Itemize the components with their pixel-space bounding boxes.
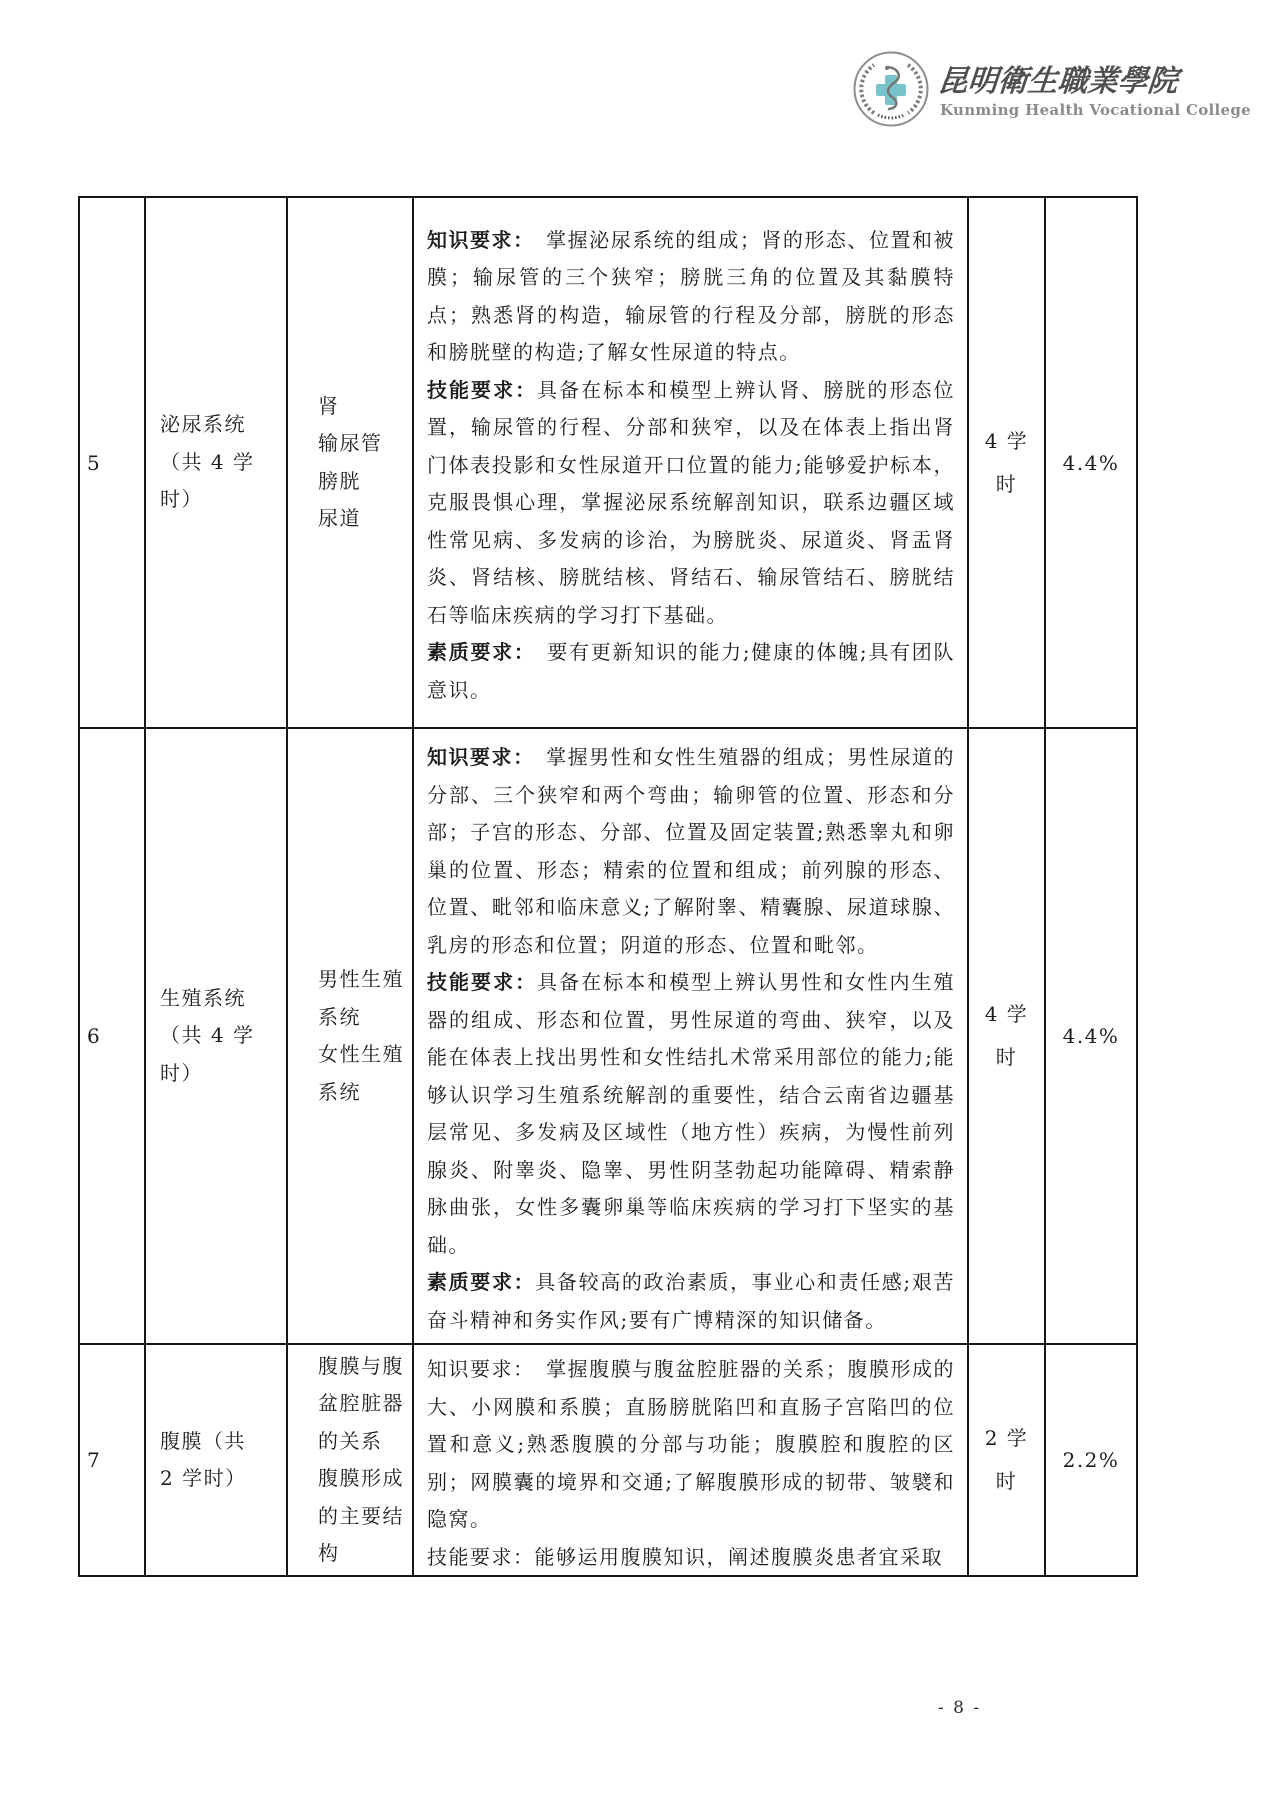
requirement-text: 掌握泌尿系统的组成；肾的形态、位置和被膜；输尿管的三个狭窄；膀胱三角的位置及其黏膜特点；熟悉肾的构造，输尿管的行程及分部，膀胱的形态和膀胱壁的构造;了解女性尿道的特点。 bbox=[427, 227, 956, 365]
hours-cell: 4 学时 bbox=[968, 728, 1045, 1344]
requirement-text: 能够运用腹膜知识，阐述腹膜炎患者宜采取 bbox=[534, 1544, 943, 1569]
knowledge-requirement bbox=[427, 1351, 955, 1539]
skill-requirement bbox=[427, 1539, 955, 1576]
topic-item: 肾 bbox=[318, 393, 340, 418]
knowledge-requirement bbox=[427, 222, 955, 372]
table-row-6 bbox=[79, 728, 1137, 1344]
requirement-label: 技能要求： bbox=[427, 970, 538, 994]
row-number: 6 bbox=[79, 728, 145, 1344]
topics-cell bbox=[287, 728, 413, 1344]
topic-item: 腹膜形成的主要结构 bbox=[318, 1466, 404, 1565]
requirement-label: 知识要求： bbox=[427, 1357, 525, 1381]
requirement-text: 掌握腹膜与腹盆腔脏器的关系；腹膜形成的大、小网膜和系膜；直肠膀胱陷凹和直肠子宫陷凹的位置和意义;熟悉腹膜的分部与功能；腹膜腔和腹腔的区别；网膜囊的境界和交通;了解腹膜形成的韧带、皱襞和隐窝。 bbox=[427, 1357, 955, 1531]
table-row-5 bbox=[79, 197, 1137, 728]
skill-requirement bbox=[427, 964, 955, 1264]
college-name-calligraphy: 昆明衛生職業學院 bbox=[936, 64, 1180, 99]
table-row-7 bbox=[79, 1344, 1137, 1576]
topics-cell bbox=[287, 197, 413, 728]
topic-item: 男性生殖系统 bbox=[318, 967, 404, 1029]
requirement-text: 掌握男性和女性生殖器的组成；男性尿道的分部、三个狭窄和两个弯曲；输卵管的位置、形态和分部；子宫的形态、分部、位置及固定装置;熟悉睾丸和卵巢的位置、形态；精索的位置和组成；前列腺的形态、位置、毗邻和临床意义;了解附睾、精囊腺、尿道球腺、乳房的形态和位置；阴道的形态、位置和毗邻。 bbox=[427, 745, 956, 957]
requirements-cell bbox=[413, 197, 968, 728]
requirement-text: 具备在标本和模型上辨认肾、膀胱的形态位置，输尿管的行程、分部和狭窄，以及在体表上指出肾门体表投影和女性尿道开口位置的能力;能够爱护标本，克服畏惧心理，掌握泌尿系统解剖知识，联系边疆区域性常见病、多发病的诊治，为膀胱炎、尿道炎、肾盂肾炎、肾结核、膀胱结核、肾结石、输尿管结石、膀胱结石等临床疾病的学习打下基础。 bbox=[427, 377, 956, 627]
skill-requirement bbox=[427, 372, 955, 635]
requirement-label: 知识要求： bbox=[427, 745, 525, 769]
requirement-label: 技能要求： bbox=[427, 1544, 535, 1569]
requirement-text: 具备较高的政治素质，事业心和责任感;艰苦奋斗精神和务实作风;要有广博精深的知识储备。 bbox=[427, 1270, 955, 1332]
topic-item: 女性生殖系统 bbox=[318, 1042, 404, 1104]
page-number: - 8 - bbox=[938, 1698, 982, 1718]
system-name: 腹膜（共 2 学时） bbox=[145, 1344, 287, 1576]
requirements-cell bbox=[413, 728, 968, 1344]
system-name: 泌尿系统（共 4 学时） bbox=[145, 197, 287, 728]
quality-requirement bbox=[427, 634, 955, 709]
requirement-text: 要有更新知识的能力;健康的体魄;具有团队意识。 bbox=[427, 640, 955, 702]
requirement-text: 具备在标本和模型上辨认男性和女性内生殖器的组成、形态和位置，男性尿道的弯曲、狭窄，以及能在体表上找出男性和女性结扎术常采用部位的能力;能够认识学习生殖系统解剖的重要性，结合云南省边疆基层常见、多发病及区域性（地方性）疾病，为慢性前列腺炎、附睾炎、隐睾、男性阴茎勃起功能障碍、精索静脉曲张，女性多囊卵巢等临床疾病的学习打下坚实的基础。 bbox=[427, 970, 956, 1257]
row-number: 7 bbox=[79, 1344, 145, 1576]
percent-cell: 4.4% bbox=[1045, 728, 1137, 1344]
requirement-label: 素质要求： bbox=[427, 640, 526, 665]
knowledge-requirement bbox=[427, 739, 955, 964]
topics-cell bbox=[287, 1344, 413, 1576]
requirement-label: 知识要求： bbox=[427, 227, 525, 252]
quality-requirement bbox=[427, 1264, 955, 1339]
topic-item: 输尿管 bbox=[318, 431, 383, 455]
percent-cell: 2.2% bbox=[1045, 1344, 1137, 1576]
system-name: 生殖系统（共 4 学时） bbox=[145, 728, 287, 1344]
college-seal-logo-icon bbox=[852, 50, 930, 128]
topic-item: 膀胱 bbox=[318, 468, 361, 493]
requirement-label: 技能要求： bbox=[427, 377, 538, 402]
row-number: 5 bbox=[79, 197, 145, 728]
percent-cell: 4.4% bbox=[1045, 197, 1137, 728]
topic-item: 腹膜与腹盆腔脏器的关系 bbox=[318, 1353, 404, 1453]
hours-cell: 2 学时 bbox=[968, 1344, 1045, 1576]
hours-cell: 4 学时 bbox=[968, 197, 1045, 728]
college-name-english: Kunming Health Vocational College bbox=[940, 101, 1252, 119]
requirement-label: 素质要求： bbox=[427, 1270, 536, 1294]
topic-item: 尿道 bbox=[318, 506, 361, 530]
syllabus-table bbox=[78, 196, 1138, 1577]
requirements-cell bbox=[413, 1344, 968, 1576]
clipped-content bbox=[427, 1351, 955, 1575]
